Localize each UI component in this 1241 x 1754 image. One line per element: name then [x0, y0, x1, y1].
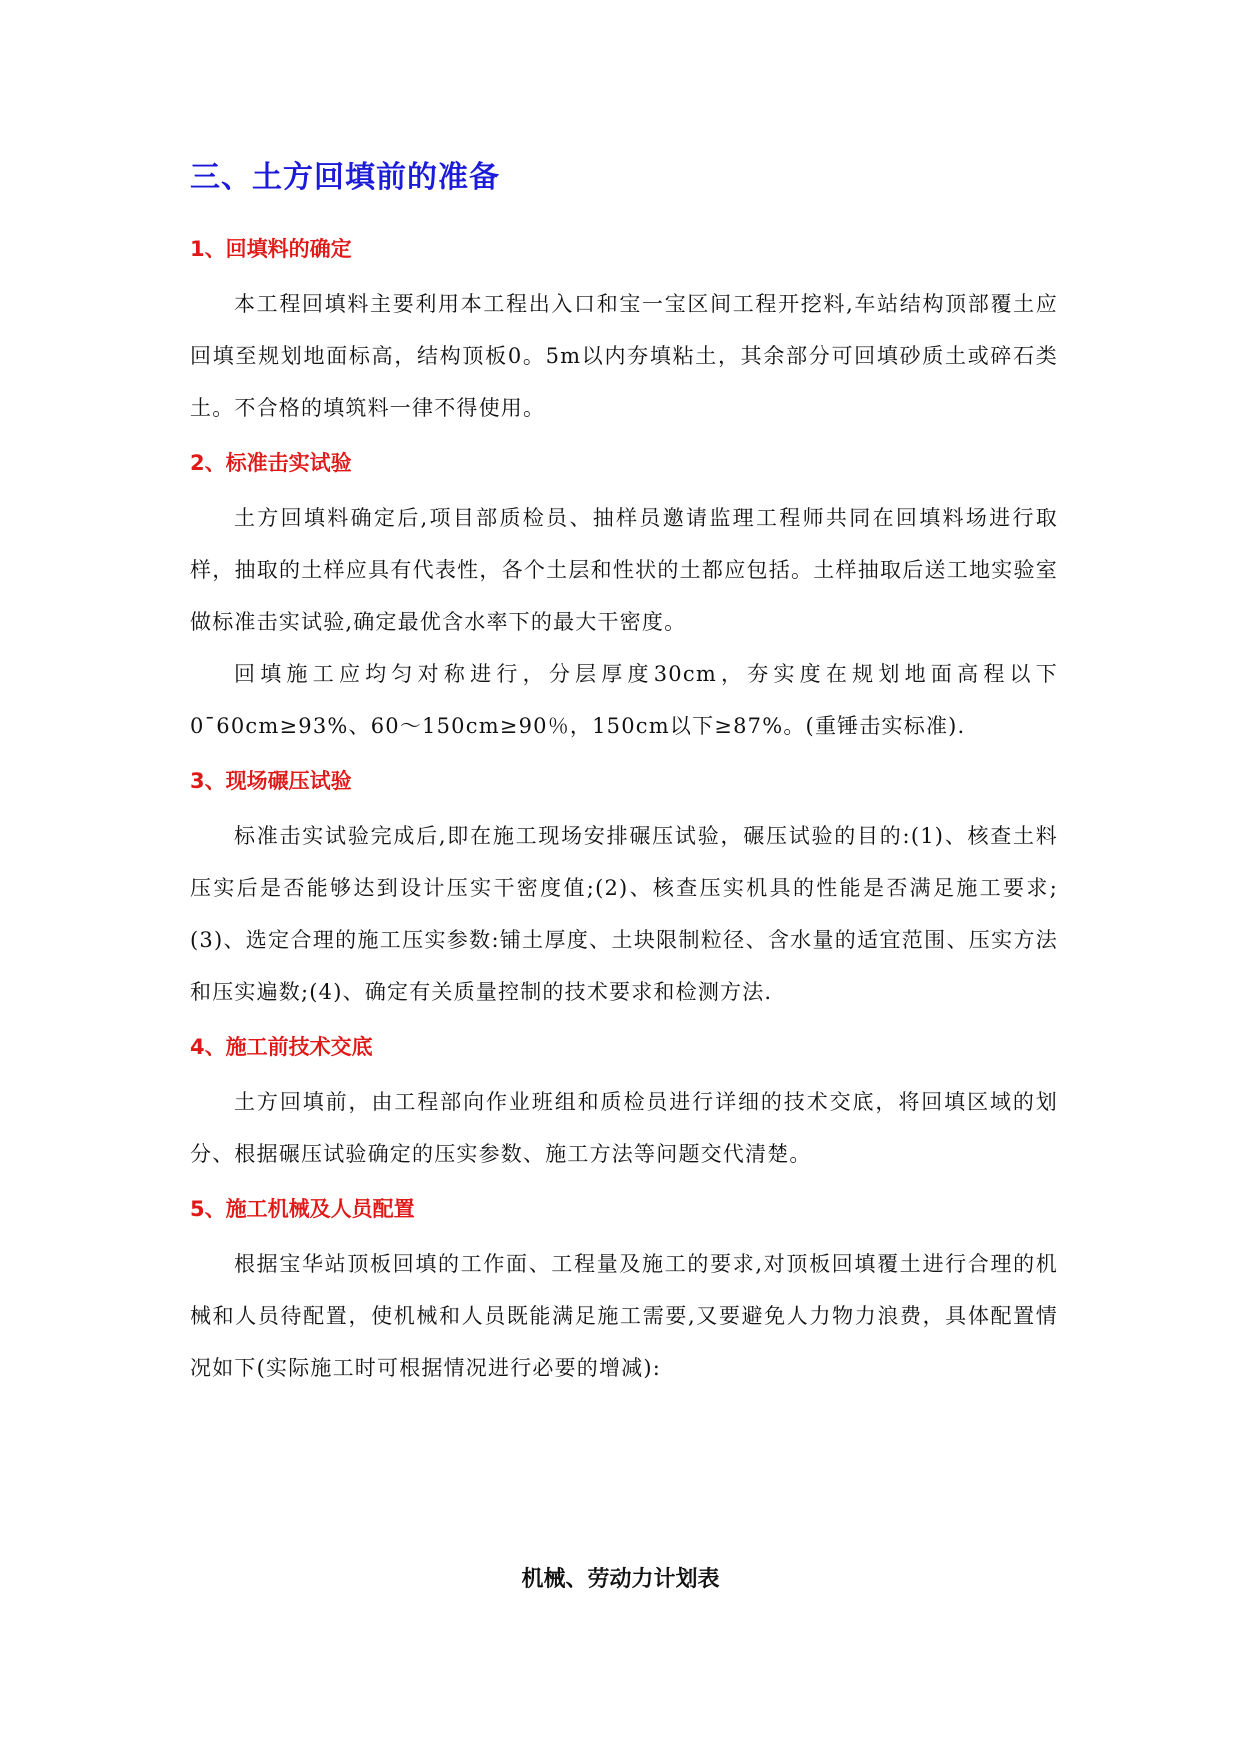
section-heading: 4、施工前技术交底 [190, 1035, 373, 1059]
section-2 [190, 448, 1058, 752]
section-1 [190, 234, 1058, 434]
paragraph: 回填施工应均匀对称进行，分层厚度30cm，夯实度在规划地面高程以下0¯60cm≥93%、60～150cm≥90％，150cm以下≥87%。(重锤击实标准). [190, 662, 1058, 738]
table-title: 机械、劳动力计划表 [521, 1567, 720, 1592]
section-heading: 3、现场碾压试验 [190, 769, 352, 793]
section-heading: 1、回填料的确定 [190, 237, 352, 261]
section-5 [190, 1194, 1058, 1394]
section-heading: 2、标准击实试验 [190, 451, 352, 475]
paragraph: 土方回填前，由工程部向作业班组和质检员进行详细的技术交底，将回填区域的划分、根据碾压试验确定的压实参数、施工方法等问题交代清楚。 [190, 1090, 1058, 1166]
paragraph: 本工程回填料主要利用本工程出入口和宝一宝区间工程开挖料,车站结构顶部覆土应回填至规划地面标高，结构顶板0。5m以内夯填粘土，其余部分可回填砂质土或碎石类土。不合格的填筑料一律不得使用。 [190, 292, 1058, 420]
page-title: 三、土方回填前的准备 [190, 160, 500, 195]
section-heading: 5、施工机械及人员配置 [190, 1197, 415, 1221]
paragraph: 标准击实试验完成后,即在施工现场安排碾压试验，碾压试验的目的:(1)、核查土料压实后是否能够达到设计压实干密度值;(2)、核查压实机具的性能是否满足施工要求;(3)、选定合理的施工压实参数:铺土厚度、土块限制粒径、含水量的适宜范围、压实方法和压实遍数;(4)、确定有关质量控制的技术要求和检测方法. [190, 824, 1058, 1004]
paragraph: 土方回填料确定后,项目部质检员、抽样员邀请监理工程师共同在回填料场进行取样，抽取的土样应具有代表性，各个土层和性状的土都应包括。土样抽取后送工地实验室做标准击实试验,确定最优含水率下的最大干密度。 [190, 506, 1058, 634]
document-body [190, 158, 1058, 1408]
paragraph: 根据宝华站顶板回填的工作面、工程量及施工的要求,对顶板回填覆土进行合理的机械和人员待配置，使机械和人员既能满足施工需要,又要避免人力物力浪费，具体配置情况如下(实际施工时可根据情况进行必要的增减): [190, 1252, 1058, 1380]
section-3 [190, 766, 1058, 1018]
section-4 [190, 1032, 1058, 1180]
